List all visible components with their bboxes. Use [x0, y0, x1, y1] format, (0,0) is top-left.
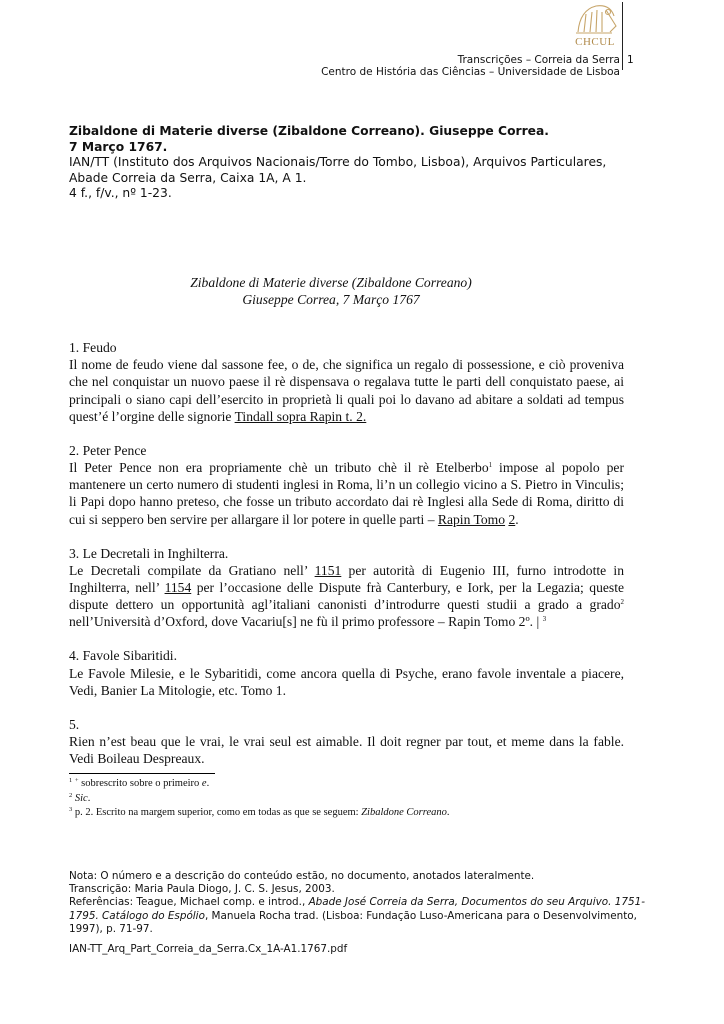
year: 1151 [314, 562, 342, 578]
entry-text-end: . [515, 511, 519, 527]
footnote-ref[interactable]: 3 [542, 615, 547, 624]
document-title-line2: Giuseppe Correa, 7 Março 1767 [242, 292, 420, 307]
footnote-italic: Sic [74, 792, 88, 804]
footnote-end: . [206, 778, 210, 789]
document-title [0, 274, 662, 308]
entry-text: Rien n’est beau que le vrai, le vrai seul est aimable. Il doit regner par tout, et meme dans la fable. Vedi Boileau Despreaux. [69, 734, 624, 767]
transcription-body [69, 339, 624, 784]
footnote-italic: e [201, 778, 207, 789]
note-line [69, 896, 645, 909]
entry-text [69, 562, 624, 631]
note-line: Transcrição: Maria Paula Diogo, J. C. S. Jesus, 2003. [69, 883, 335, 896]
entry-text-body: impose al popolo per mantenere un certo numero di studenti inglesi in Roma, li’n un collegio vicino a S. Pietro in Vinculis; li Papi dopo hanno preteso, che fosse un tributo accordato dai rè Inglesi alla Sede di Roma, diritto di cui si seppero ben servire per allargare il lor potere in quelle parti – [69, 460, 624, 527]
entry-text-body: Le Decretali compilate da Gratiano nell’ [69, 562, 315, 578]
editorial-notes [69, 870, 645, 936]
footnote-number: 1 [69, 777, 73, 784]
note-line: 1997), p. 71-97. [69, 922, 153, 935]
footnote-text: sobrescrito sobre o primeiro [81, 778, 202, 789]
metadata-date: 7 Março 1767. [69, 139, 168, 154]
entry-heading: 3. Le Decretali in Inghilterra. [69, 545, 229, 561]
note-line [69, 910, 639, 923]
entry-text-body: Il nome de feudo viene dal sassone fee, o de, che significa un regalo di possessione, e ciò proveniva che nel conquistar un nuovo paese il rè dispensava o regalava tutte le parti dell conquistato paese, ai principali o siano capi dell’esercito in proprietà li quali poi lo davano ad abitare a soldati ad tempus quest’é l’orgine delle signorie [69, 357, 624, 424]
note-line: Nota: O número e a descrição do conteúdo estão, no documento, anotados lateralmente. [69, 870, 535, 882]
header-institution: Centro de História das Ciências – Universidade de Lisboa [321, 66, 620, 78]
footnote-end: . [87, 792, 91, 804]
entry-5 [69, 716, 624, 768]
entry-heading: 1. Feudo [69, 340, 117, 355]
footnote-ref[interactable]: 1 [488, 461, 493, 470]
entry-text [69, 356, 624, 425]
entry-text [69, 459, 624, 528]
footnote-mark: + [74, 777, 79, 784]
metadata-title: Zibaldone di Materie diverse (Zibaldone Correano). Giuseppe Correa. [69, 124, 549, 138]
entry-decretali [69, 545, 624, 631]
footnote-number: 2 [69, 791, 73, 799]
reference: 2 [508, 511, 516, 527]
reference: Rapin Tomo [437, 511, 506, 527]
entry-text-body: per l’occasione delle Dispute frà Canterbury, e Iork, per la Legazia; queste dispute dettero un opportunità agl’italiani canonisti d’introdurre questi studii a grado a grado [69, 580, 625, 613]
file-name: IAN-TT_Arq_Part_Correia_da_Serra.Cx_1A-A1.1767.pdf [69, 943, 348, 955]
footnote-divider [69, 773, 215, 774]
footnote-3 [69, 806, 629, 821]
page-number: 1 [627, 54, 634, 66]
footnotes [69, 777, 629, 821]
entry-text: Le Favole Milesie, e le Sybaritidi, come ancora quella di Psyche, erano favole inventale a piacere, Vedi, Banier La Mitologie, etc. Tomo 1. [69, 665, 624, 698]
footnote-italic: Zibaldone Correano [361, 807, 447, 818]
entry-feudo [69, 339, 624, 425]
entry-text-body: Il Peter Pence non era propriamente chè un tributo chè il rè Etelberbo [69, 460, 489, 476]
entry-peter-pence [69, 442, 624, 528]
metadata-archive-line2: Abade Correia da Serra, Caixa 1A, A 1. [69, 170, 307, 185]
entry-heading: 5. [69, 716, 80, 732]
entry-heading: 4. Favole Sibaritidi. [69, 648, 177, 664]
note-text: Referências: Teague, Michael comp. e introd., [69, 896, 309, 909]
footnote-ref[interactable]: 2 [620, 598, 624, 607]
footnote-end: . [446, 807, 450, 818]
entry-favole [69, 647, 624, 699]
document-title-line1: Zibaldone di Materie diverse (Zibaldone Correano) [190, 275, 472, 290]
logo-wordmark: CHCUL [575, 36, 615, 48]
entry-text-body: nell’Università d’Oxford, dove Vacariu[s] ne fù il primo professore – Rapin Tomo 2º. | [69, 614, 540, 630]
note-text: , Manuela Rocha trad. (Lisboa: Fundação Luso-Americana para o Desenvolvimento, [204, 909, 637, 922]
entry-text-body: per autorità di Eugenio III, furno introdotte in Inghilterra, nell’ [69, 562, 624, 596]
metadata-archive-line1: IAN/TT (Instituto dos Arquivos Nacionais/Torre do Tombo, Lisboa), Arquivos Particulares, [69, 155, 607, 169]
footnote-2 [69, 792, 629, 807]
note-italic: Abade José Correia da Serra, Documentos do seu Arquivo. 1751- [308, 896, 645, 909]
entry-heading: 2. Peter Pence [69, 442, 147, 458]
footnote-text: p. 2. Escrito na margem superior, como em todas as que se seguem: [74, 807, 362, 818]
footnote-1 [69, 777, 629, 792]
header-series-title: Transcrições – Correia da Serra [457, 54, 620, 66]
note-italic: 1795. Catálogo do Espólio [69, 909, 205, 922]
header-divider [622, 2, 623, 70]
footnote-number: 3 [69, 806, 73, 813]
document-metadata [69, 124, 649, 202]
year: 1154 [164, 580, 192, 596]
metadata-folios: 4 f., f/v., nº 1-23. [69, 186, 172, 200]
reference: Tindall sopra Rapin t. 2. [234, 408, 367, 424]
